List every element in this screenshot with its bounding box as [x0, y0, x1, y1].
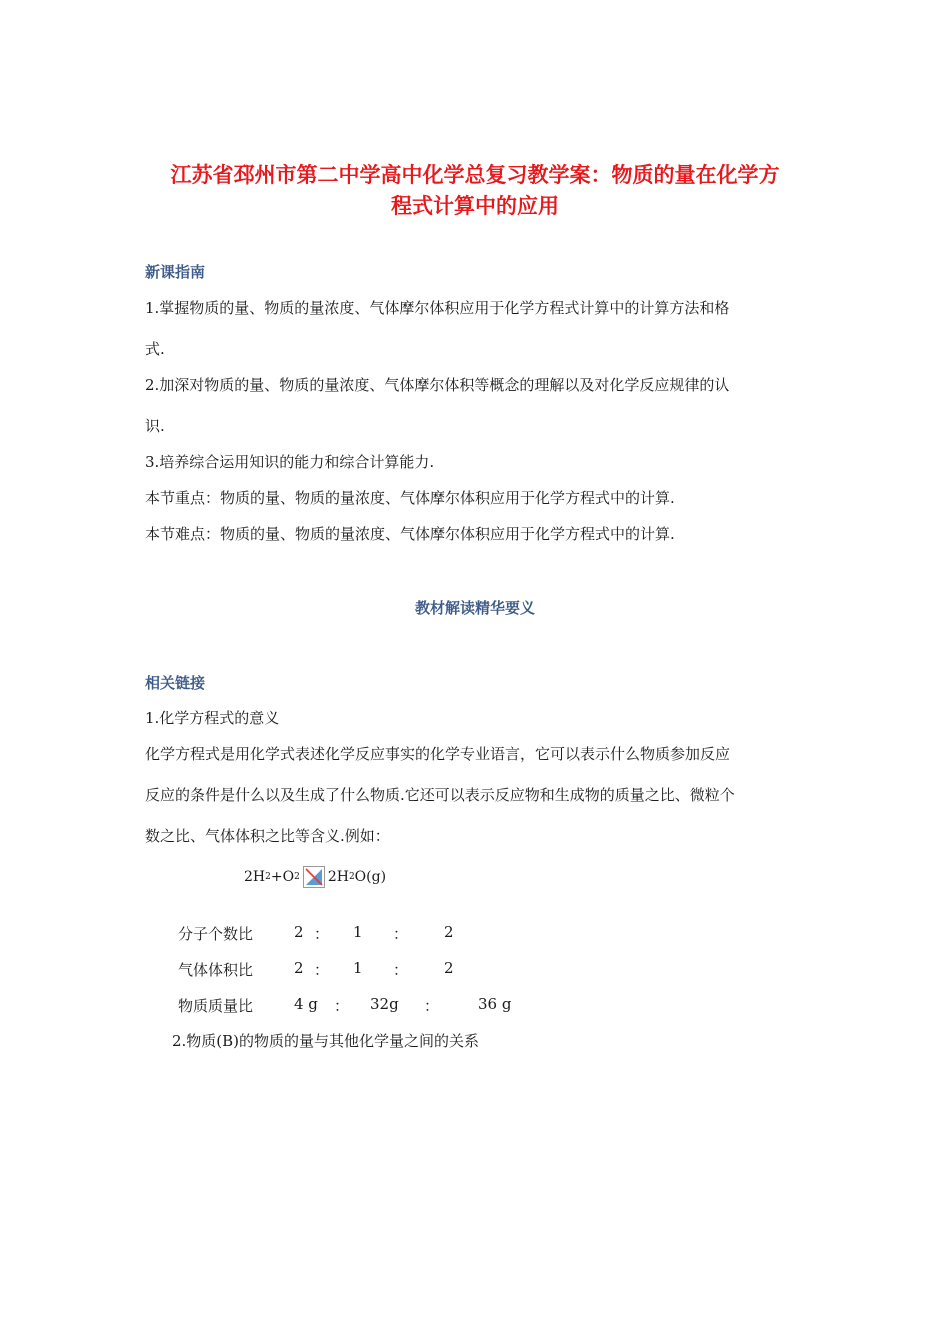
title-line-2: 程式计算中的应用	[391, 194, 559, 218]
guide-item-2-cont: 识.	[145, 417, 165, 435]
guide-item-3: 3.培养综合运用知识的能力和综合计算能力.	[145, 453, 435, 471]
section-heading-links: 相关链接	[145, 674, 206, 692]
links-paragraph-line-1: 化学方程式是用化学式表述化学反应事实的化学专业语言，它可以表示什么物质参加反应	[145, 745, 731, 763]
guide-item-1-cont: 式.	[145, 340, 165, 358]
links-item-2-title: 2.物质(B)的物质的量与其他化学量之间的关系	[172, 1032, 480, 1050]
links-paragraph-line-3: 数之比、气体体积之比等含义.例如：	[145, 827, 390, 845]
section-heading-essentials: 教材解读精华要义	[414, 599, 535, 617]
chemical-equation: 2H 2 +O 2 2H 2 O(g)	[244, 866, 386, 888]
guide-item-1: 1.掌握物质的量、物质的量浓度、气体摩尔体积应用于化学方程式计算中的计算方法和格	[145, 299, 730, 317]
key-point: 本节重点：物质的量、物质的量浓度、气体摩尔体积应用于化学方程式中的计算.	[145, 489, 675, 507]
reaction-arrow-image-icon	[303, 866, 325, 888]
section-heading-guide: 新课指南	[145, 263, 206, 281]
links-item-1-title: 1.化学方程式的意义	[145, 709, 280, 727]
links-paragraph-line-2: 反应的条件是什么以及生成了什么物质.它还可以表示反应物和生成物的质量之比、微粒个	[145, 786, 735, 804]
title-line-1: 江苏省邳州市第二中学高中化学总复习教学案：物质的量在化学方	[170, 163, 780, 187]
guide-item-2: 2.加深对物质的量、物质的量浓度、气体摩尔体积等概念的理解以及对化学反应规律的认	[145, 376, 730, 394]
document-title	[120, 160, 830, 222]
difficult-point: 本节难点：物质的量、物质的量浓度、气体摩尔体积应用于化学方程式中的计算.	[145, 525, 675, 543]
